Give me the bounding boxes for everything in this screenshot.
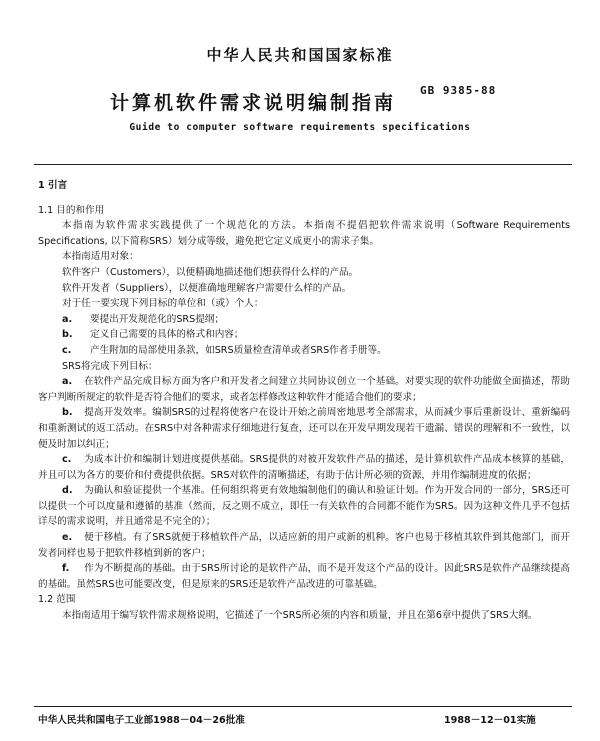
goal-text: 为确认和验证提供一个基准。任何组织将更有效地编制他们的确认和验证计划。作为开发合同的一部分，SRS还可以提供一个可以度量和遵循的基准（然而，反之则不成立，即任一有关软件的合同都不能作为SRS。因为这种文件几乎不包括详尽的需求说明，并且通常是不完全的）； — [38, 485, 570, 528]
section-heading-1-1: 1.1 目的和作用 — [38, 204, 105, 216]
document-body — [38, 172, 570, 624]
section-heading-1: 1 引言 — [38, 180, 68, 191]
goal-paragraph — [38, 530, 570, 561]
paragraph-purpose: 本指南为软件需求实践提供了一个规范化的方法。本指南不提倡把软件需求说明（Software Requirements Specifications, 以下简称SRS）划分成等级，避免把它定义成更小的需求子集。 — [38, 220, 570, 247]
goal-paragraph — [38, 483, 570, 530]
standard-number: GB 9385-88 — [420, 84, 497, 97]
goal-paragraph — [38, 561, 570, 592]
goal-paragraph — [38, 452, 570, 483]
approval-date: 中华人民共和国电子工业部1988－04－26批准 — [38, 715, 245, 726]
paragraph-users-intro: 本指南适用对象： — [62, 251, 139, 263]
list-item — [38, 343, 570, 359]
list-marker: a. — [62, 313, 73, 325]
paragraph-scope: 本指南适用于编写软件需求规格说明，它描述了一个SRS所必须的内容和质量，并且在第6章中提供了SRS大纲。 — [62, 610, 538, 622]
paragraph-suppliers: 软件开发者（Suppliers），以便准确地理解客户需要什么样的产品。 — [62, 282, 352, 294]
list-marker: b. — [62, 407, 73, 419]
paragraph-srs-intro: SRS将完成下列目标： — [62, 360, 158, 372]
goal-paragraph — [38, 374, 570, 405]
english-title: Guide to computer software requirements specifications — [129, 122, 471, 133]
paragraph-purpose-intro: 对于任一要实现下列目标的单位和（或）个人： — [62, 298, 264, 310]
issuing-organization: 中华人民共和国国家标准 — [206, 46, 394, 64]
paragraph-customers: 软件客户（Customers），以便精确地描述他们想获得什么样的产品。 — [62, 266, 359, 278]
list-marker: a. — [62, 376, 73, 388]
goal-text: 作为不断提高的基础。由于SRS所讨论的是软件产品，而不是开发这个产品的设计。因此SRS是软件产品继续提高的基础。虽然SRS也可能要改变，但是原来的SRS还是软件产品改进的可靠基础。 — [38, 563, 570, 590]
goal-text: 为成本计价和编制计划进度提供基础。SRS提供的对被开发软件产品的描述，是计算机软件产品成本核算的基础，并且可以为各方的要价和付费提供依据。SRS对软件的清晰描述，有助于估计所必须的资源，并用作编制进度的依据； — [38, 454, 570, 481]
list-item-text: 定义自己需要的具体的格式和内容； — [90, 329, 244, 341]
list-item — [38, 312, 570, 328]
goal-paragraph — [38, 405, 570, 452]
footer-divider — [34, 706, 572, 707]
list-marker: c. — [62, 344, 72, 356]
list-marker: f. — [62, 563, 70, 575]
goal-text: 提高开发效率。编制SRS的过程将使客户在设计开始之前周密地思考全部需求，从而减少事后重新设计、重新编码和重新测试的返工活动。在SRS中对各种需求仔细地进行复查，还可以在开发早期发现若干遗漏、错误的理解和不一致性，以便及时加以纠正； — [38, 407, 570, 450]
document-title: 计算机软件需求说明编制指南 — [110, 92, 397, 114]
list-marker: b. — [62, 329, 73, 341]
goal-text: 在软件产品完成目标方面为客户和开发者之间建立共同协议创立一个基础。对要实现的软件功能做全面描述，帮助客户判断所规定的软件是否符合他们的要求，或者怎样修改这种软件才能适合他们的要求； — [38, 376, 570, 403]
header-divider — [34, 164, 572, 165]
goal-text: 便于移植。有了SRS就便于移植软件产品，以适应新的用户或新的机种。客户也易于移植其软件到其他部门，而开发者同样也易于把软件移植到新的客户； — [38, 532, 570, 559]
section-heading-1-2: 1.2 范围 — [38, 594, 76, 606]
list-item-text: 产生附加的局部使用条款，如SRS质量检查清单或者SRS作者手册等。 — [90, 344, 387, 356]
list-marker: d. — [62, 485, 73, 497]
list-item — [38, 327, 570, 343]
list-item-text: 要提出开发规范化的SRS提纲； — [90, 313, 224, 325]
list-marker: e. — [62, 532, 73, 544]
effective-date: 1988－12－01实施 — [444, 715, 536, 726]
list-marker: c. — [62, 454, 72, 466]
